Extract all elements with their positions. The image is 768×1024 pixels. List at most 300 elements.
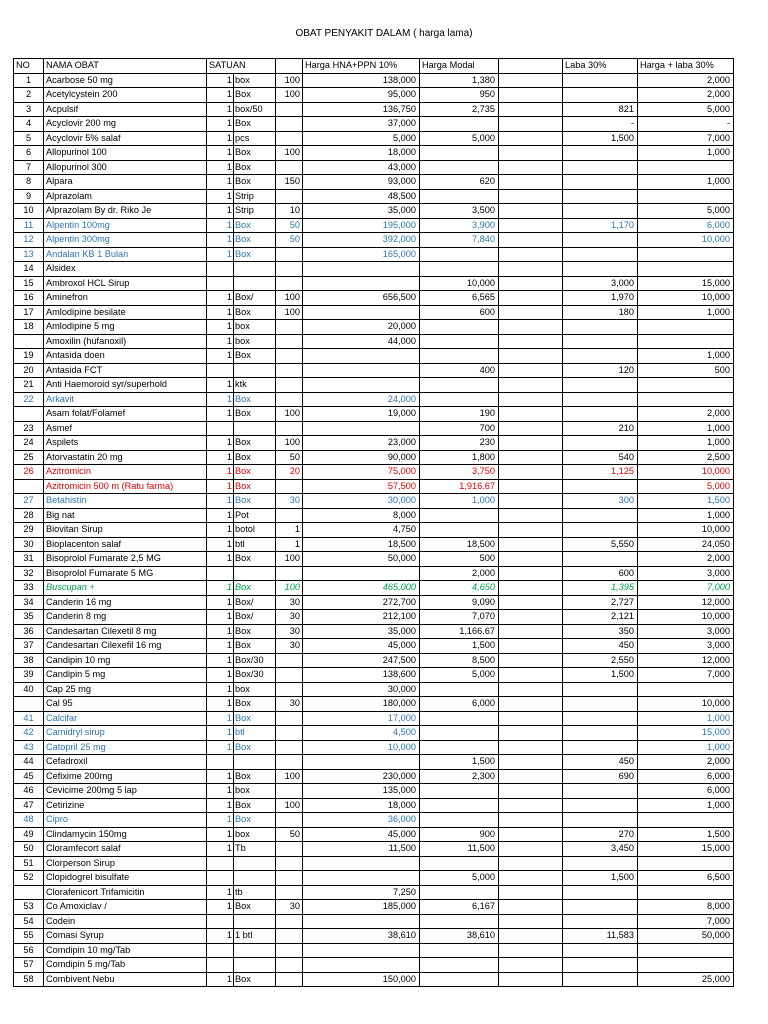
cell-harga-hna <box>303 276 420 291</box>
cell-harga-hna: 43,000 <box>303 160 420 175</box>
cell-no: 27 <box>14 494 44 509</box>
cell-harga-laba: 1,000 <box>638 305 734 320</box>
cell-pack: 100 <box>276 769 303 784</box>
cell-qty: 1 <box>207 334 234 349</box>
cell-unit: Box <box>234 479 276 494</box>
cell-no: 46 <box>14 784 44 799</box>
cell-unit: box <box>234 334 276 349</box>
cell-harga-hna <box>303 566 420 581</box>
cell-pack <box>276 508 303 523</box>
cell-harga-modal <box>420 262 499 277</box>
cell-nama-obat: Clindamycin 150mg <box>44 827 207 842</box>
cell-harga-laba <box>638 392 734 407</box>
cell-harga-hna: 212,100 <box>303 610 420 625</box>
cell-pack <box>276 320 303 335</box>
cell-laba: 1,125 <box>563 465 638 480</box>
cell-harga-laba <box>638 813 734 828</box>
cell-laba <box>563 349 638 364</box>
cell-nama-obat: Calcifar <box>44 711 207 726</box>
cell-harga-modal: 1,000 <box>420 494 499 509</box>
cell-qty: 1 <box>207 639 234 654</box>
cell-qty <box>207 421 234 436</box>
cell-harga-laba: 1,000 <box>638 508 734 523</box>
cell-harga-laba: 5,000 <box>638 102 734 117</box>
cell-qty: 1 <box>207 189 234 204</box>
cell-no: 26 <box>14 465 44 480</box>
cell-no: 44 <box>14 755 44 770</box>
cell-harga-laba: 7,000 <box>638 668 734 683</box>
cell-unit <box>234 421 276 436</box>
cell-harga-laba: 7,000 <box>638 914 734 929</box>
cell-harga-hna: 24,000 <box>303 392 420 407</box>
cell-harga-hna <box>303 958 420 973</box>
cell-nama-obat: Catopril 25 mg <box>44 740 207 755</box>
cell-no: 15 <box>14 276 44 291</box>
cell-no: 28 <box>14 508 44 523</box>
cell-harga-modal <box>420 247 499 262</box>
cell-harga-laba <box>638 856 734 871</box>
cell-harga-laba: 10,000 <box>638 610 734 625</box>
cell-pack <box>276 943 303 958</box>
cell-harga-laba: 10,000 <box>638 291 734 306</box>
cell-harga-hna: 30,000 <box>303 682 420 697</box>
cell-nama-obat: Amoxilin (hufanoxil) <box>44 334 207 349</box>
cell-harga-modal: 1,800 <box>420 450 499 465</box>
cell-laba: 180 <box>563 305 638 320</box>
cell-harga-laba: 10,000 <box>638 465 734 480</box>
cell-laba <box>563 247 638 262</box>
cell-unit: Box <box>234 639 276 654</box>
cell-pack <box>276 392 303 407</box>
cell-qty: 1 <box>207 581 234 596</box>
cell-unit: box <box>234 827 276 842</box>
cell-pack <box>276 885 303 900</box>
cell-laba: 690 <box>563 769 638 784</box>
cell-empty <box>499 914 563 929</box>
cell-laba: 1,500 <box>563 871 638 886</box>
cell-harga-modal <box>420 146 499 161</box>
cell-empty <box>499 88 563 103</box>
cell-empty <box>499 813 563 828</box>
cell-harga-hna: 7,250 <box>303 885 420 900</box>
cell-laba <box>563 943 638 958</box>
table-row <box>14 653 734 668</box>
cell-harga-laba: 7,000 <box>638 581 734 596</box>
table-row <box>14 363 734 378</box>
cell-qty: 1 <box>207 436 234 451</box>
cell-harga-laba: 2,000 <box>638 552 734 567</box>
cell-no: 23 <box>14 421 44 436</box>
cell-harga-laba <box>638 334 734 349</box>
cell-no: 41 <box>14 711 44 726</box>
cell-harga-hna <box>303 363 420 378</box>
cell-nama-obat: Atorvastatin 20 mg <box>44 450 207 465</box>
cell-unit: Box/30 <box>234 668 276 683</box>
cell-qty: 1 <box>207 726 234 741</box>
cell-pack: 100 <box>276 73 303 88</box>
cell-laba <box>563 972 638 987</box>
table-row <box>14 450 734 465</box>
cell-harga-hna: 4,500 <box>303 726 420 741</box>
cell-pack <box>276 189 303 204</box>
cell-harga-modal: 1,380 <box>420 73 499 88</box>
cell-harga-hna: 11,500 <box>303 842 420 857</box>
cell-harga-modal: 2,300 <box>420 769 499 784</box>
table-row <box>14 465 734 480</box>
cell-empty <box>499 581 563 596</box>
cell-no <box>14 885 44 900</box>
cell-harga-hna: 35,000 <box>303 624 420 639</box>
cell-harga-laba: 1,000 <box>638 798 734 813</box>
header-no: NO <box>14 59 44 74</box>
cell-unit: box <box>234 320 276 335</box>
cell-harga-hna: 465,000 <box>303 581 420 596</box>
cell-qty: 1 <box>207 784 234 799</box>
cell-pack: 30 <box>276 624 303 639</box>
cell-no: 58 <box>14 972 44 987</box>
cell-empty <box>499 929 563 944</box>
cell-nama-obat: Bisoprolol Fumarate 2,5 MG <box>44 552 207 567</box>
table-row <box>14 508 734 523</box>
table-row <box>14 914 734 929</box>
cell-nama-obat: Bioplacenton salaf <box>44 537 207 552</box>
cell-unit: Box <box>234 465 276 480</box>
cell-pack <box>276 247 303 262</box>
cell-empty <box>499 958 563 973</box>
cell-no <box>14 479 44 494</box>
cell-no: 45 <box>14 769 44 784</box>
table-row <box>14 494 734 509</box>
cell-pack <box>276 653 303 668</box>
cell-harga-hna: 136,750 <box>303 102 420 117</box>
cell-unit <box>234 566 276 581</box>
cell-empty <box>499 102 563 117</box>
cell-no: 52 <box>14 871 44 886</box>
cell-qty: 1 <box>207 73 234 88</box>
cell-harga-hna: 180,000 <box>303 697 420 712</box>
cell-empty <box>499 769 563 784</box>
cell-unit: Box <box>234 798 276 813</box>
cell-harga-modal: 18,500 <box>420 537 499 552</box>
cell-harga-modal: 1,500 <box>420 639 499 654</box>
cell-pack <box>276 958 303 973</box>
cell-nama-obat: Ambroxol HCL Sirup <box>44 276 207 291</box>
cell-nama-obat: Alpara <box>44 175 207 190</box>
table-row <box>14 537 734 552</box>
cell-qty: 1 <box>207 102 234 117</box>
cell-nama-obat: Cap 25 mg <box>44 682 207 697</box>
cell-no: 34 <box>14 595 44 610</box>
cell-harga-hna <box>303 305 420 320</box>
cell-harga-hna: 20,000 <box>303 320 420 335</box>
cell-harga-modal: 9,090 <box>420 595 499 610</box>
cell-laba <box>563 204 638 219</box>
cell-no: 3 <box>14 102 44 117</box>
cell-harga-modal: 5,000 <box>420 131 499 146</box>
cell-unit: 1 btl <box>234 929 276 944</box>
cell-laba: 350 <box>563 624 638 639</box>
cell-unit: Box <box>234 305 276 320</box>
cell-laba: 120 <box>563 363 638 378</box>
cell-harga-laba: 3,000 <box>638 566 734 581</box>
cell-harga-modal <box>420 943 499 958</box>
cell-empty <box>499 421 563 436</box>
cell-nama-obat: Aspilets <box>44 436 207 451</box>
cell-unit: Box/ <box>234 595 276 610</box>
cell-qty: 1 <box>207 218 234 233</box>
cell-harga-hna: 75,000 <box>303 465 420 480</box>
cell-harga-modal: 900 <box>420 827 499 842</box>
cell-harga-laba: 1,000 <box>638 711 734 726</box>
cell-nama-obat: Acyclovir 200 mg <box>44 117 207 132</box>
cell-unit: Box <box>234 624 276 639</box>
cell-harga-modal: 1,166.67 <box>420 624 499 639</box>
table-row <box>14 624 734 639</box>
cell-nama-obat: Azitromicin 500 m (Ratu farma) <box>44 479 207 494</box>
cell-harga-laba: 6,500 <box>638 871 734 886</box>
cell-harga-hna: 93,000 <box>303 175 420 190</box>
cell-harga-hna <box>303 755 420 770</box>
cell-empty <box>499 276 563 291</box>
cell-pack <box>276 566 303 581</box>
cell-harga-laba: 8,000 <box>638 900 734 915</box>
cell-harga-laba: 5,000 <box>638 204 734 219</box>
cell-qty <box>207 871 234 886</box>
cell-pack <box>276 740 303 755</box>
cell-empty <box>499 842 563 857</box>
table-row <box>14 581 734 596</box>
cell-harga-laba <box>638 378 734 393</box>
cell-laba: 450 <box>563 639 638 654</box>
cell-pack: 100 <box>276 305 303 320</box>
cell-harga-modal: 6,000 <box>420 697 499 712</box>
cell-qty: 1 <box>207 827 234 842</box>
cell-unit: tb <box>234 885 276 900</box>
cell-harga-modal: 600 <box>420 305 499 320</box>
cell-qty: 1 <box>207 595 234 610</box>
cell-pack <box>276 726 303 741</box>
cell-harga-laba: 1,000 <box>638 421 734 436</box>
cell-laba <box>563 392 638 407</box>
table-row <box>14 247 734 262</box>
cell-unit: Box <box>234 581 276 596</box>
table-row <box>14 218 734 233</box>
cell-laba <box>563 711 638 726</box>
cell-empty <box>499 537 563 552</box>
cell-harga-laba: 15,000 <box>638 842 734 857</box>
cell-harga-hna: 5,000 <box>303 131 420 146</box>
cell-no: 10 <box>14 204 44 219</box>
cell-harga-hna: 44,000 <box>303 334 420 349</box>
cell-laba <box>563 740 638 755</box>
cell-no: 9 <box>14 189 44 204</box>
cell-harga-hna <box>303 349 420 364</box>
cell-harga-hna: 57,500 <box>303 479 420 494</box>
cell-harga-modal: 8,500 <box>420 653 499 668</box>
cell-empty <box>499 523 563 538</box>
header-harga-laba: Harga + laba 30% <box>638 59 734 74</box>
cell-no: 42 <box>14 726 44 741</box>
cell-pack <box>276 914 303 929</box>
cell-nama-obat: Acyclovir 5% salaf <box>44 131 207 146</box>
cell-nama-obat: Buscupan + <box>44 581 207 596</box>
cell-harga-modal <box>420 726 499 741</box>
cell-empty <box>499 740 563 755</box>
cell-laba: 2,727 <box>563 595 638 610</box>
cell-pack <box>276 349 303 364</box>
cell-empty <box>499 943 563 958</box>
cell-harga-laba: 10,000 <box>638 523 734 538</box>
cell-unit: Box <box>234 711 276 726</box>
cell-pack: 50 <box>276 450 303 465</box>
cell-pack <box>276 363 303 378</box>
cell-harga-modal: 190 <box>420 407 499 422</box>
table-row <box>14 668 734 683</box>
cell-unit: Box <box>234 900 276 915</box>
cell-nama-obat: Alsidex <box>44 262 207 277</box>
cell-no <box>14 334 44 349</box>
cell-empty <box>499 856 563 871</box>
cell-unit: Box <box>234 146 276 161</box>
cell-unit: Box <box>234 494 276 509</box>
cell-empty <box>499 639 563 654</box>
cell-laba: 540 <box>563 450 638 465</box>
table-row <box>14 929 734 944</box>
cell-nama-obat: Codein <box>44 914 207 929</box>
cell-empty <box>499 552 563 567</box>
cell-no: 50 <box>14 842 44 857</box>
cell-unit: Box <box>234 175 276 190</box>
cell-empty <box>499 595 563 610</box>
table-row <box>14 769 734 784</box>
cell-harga-laba: 5,000 <box>638 479 734 494</box>
cell-empty <box>499 668 563 683</box>
cell-pack: 30 <box>276 494 303 509</box>
cell-no: 31 <box>14 552 44 567</box>
cell-laba <box>563 552 638 567</box>
cell-laba <box>563 697 638 712</box>
table-row <box>14 349 734 364</box>
cell-qty: 1 <box>207 479 234 494</box>
table-row <box>14 552 734 567</box>
cell-harga-modal: 400 <box>420 363 499 378</box>
cell-empty <box>499 291 563 306</box>
cell-qty: 1 <box>207 900 234 915</box>
cell-laba <box>563 320 638 335</box>
cell-no: 29 <box>14 523 44 538</box>
cell-laba: 2,550 <box>563 653 638 668</box>
cell-pack <box>276 682 303 697</box>
cell-harga-laba: 1,000 <box>638 436 734 451</box>
cell-pack: 50 <box>276 233 303 248</box>
cell-unit: Box <box>234 697 276 712</box>
cell-harga-modal: 11,500 <box>420 842 499 857</box>
cell-harga-modal <box>420 958 499 973</box>
cell-unit: btl <box>234 726 276 741</box>
cell-laba <box>563 682 638 697</box>
cell-nama-obat: Candipin 10 mg <box>44 653 207 668</box>
cell-empty <box>499 117 563 132</box>
cell-harga-modal: 3,900 <box>420 218 499 233</box>
cell-laba <box>563 189 638 204</box>
cell-empty <box>499 363 563 378</box>
cell-harga-modal <box>420 856 499 871</box>
cell-no: 5 <box>14 131 44 146</box>
cell-harga-hna: 18,500 <box>303 537 420 552</box>
cell-nama-obat: Clopidogrel bisulfate <box>44 871 207 886</box>
cell-unit: Box <box>234 436 276 451</box>
cell-laba: 1,500 <box>563 668 638 683</box>
cell-nama-obat: Allopurinol 100 <box>44 146 207 161</box>
cell-harga-hna: 90,000 <box>303 450 420 465</box>
cell-qty: 1 <box>207 610 234 625</box>
cell-empty <box>499 146 563 161</box>
cell-no: 33 <box>14 581 44 596</box>
cell-no: 2 <box>14 88 44 103</box>
cell-nama-obat: Amlodipine 5 mg <box>44 320 207 335</box>
cell-pack: 100 <box>276 798 303 813</box>
cell-pack: 30 <box>276 900 303 915</box>
cell-no: 47 <box>14 798 44 813</box>
cell-qty: 1 <box>207 508 234 523</box>
cell-empty <box>499 73 563 88</box>
cell-empty <box>499 697 563 712</box>
cell-harga-modal: 4,650 <box>420 581 499 596</box>
cell-harga-laba: 1,500 <box>638 827 734 842</box>
cell-harga-laba: 10,000 <box>638 697 734 712</box>
cell-empty <box>499 494 563 509</box>
cell-laba <box>563 334 638 349</box>
cell-laba <box>563 914 638 929</box>
cell-qty: 1 <box>207 798 234 813</box>
cell-laba: 1,500 <box>563 131 638 146</box>
cell-pack: 100 <box>276 146 303 161</box>
cell-laba <box>563 407 638 422</box>
cell-qty: 1 <box>207 247 234 262</box>
cell-laba <box>563 88 638 103</box>
cell-unit: ktk <box>234 378 276 393</box>
cell-laba <box>563 523 638 538</box>
table-row <box>14 711 734 726</box>
table-row <box>14 421 734 436</box>
cell-nama-obat: Co Amoxiclav / <box>44 900 207 915</box>
cell-harga-modal <box>420 523 499 538</box>
cell-harga-hna: 8,000 <box>303 508 420 523</box>
cell-unit <box>234 914 276 929</box>
cell-pack: 150 <box>276 175 303 190</box>
cell-laba <box>563 958 638 973</box>
cell-nama-obat: Canderin 8 mg <box>44 610 207 625</box>
cell-harga-laba: 2,000 <box>638 73 734 88</box>
cell-no: 56 <box>14 943 44 958</box>
cell-nama-obat: Allopurinol 300 <box>44 160 207 175</box>
cell-harga-modal <box>420 334 499 349</box>
cell-no: 38 <box>14 653 44 668</box>
cell-harga-modal: 1,916.67 <box>420 479 499 494</box>
cell-nama-obat: Comasi Syrup <box>44 929 207 944</box>
table-row <box>14 610 734 625</box>
cell-qty: 1 <box>207 131 234 146</box>
cell-harga-modal <box>420 160 499 175</box>
cell-harga-modal <box>420 885 499 900</box>
cell-unit: Box/ <box>234 610 276 625</box>
cell-nama-obat: Alpentin 100mg <box>44 218 207 233</box>
cell-no: 37 <box>14 639 44 654</box>
cell-no: 32 <box>14 566 44 581</box>
table-row <box>14 88 734 103</box>
cell-nama-obat: Clorperson Sirup <box>44 856 207 871</box>
cell-unit: Box <box>234 813 276 828</box>
